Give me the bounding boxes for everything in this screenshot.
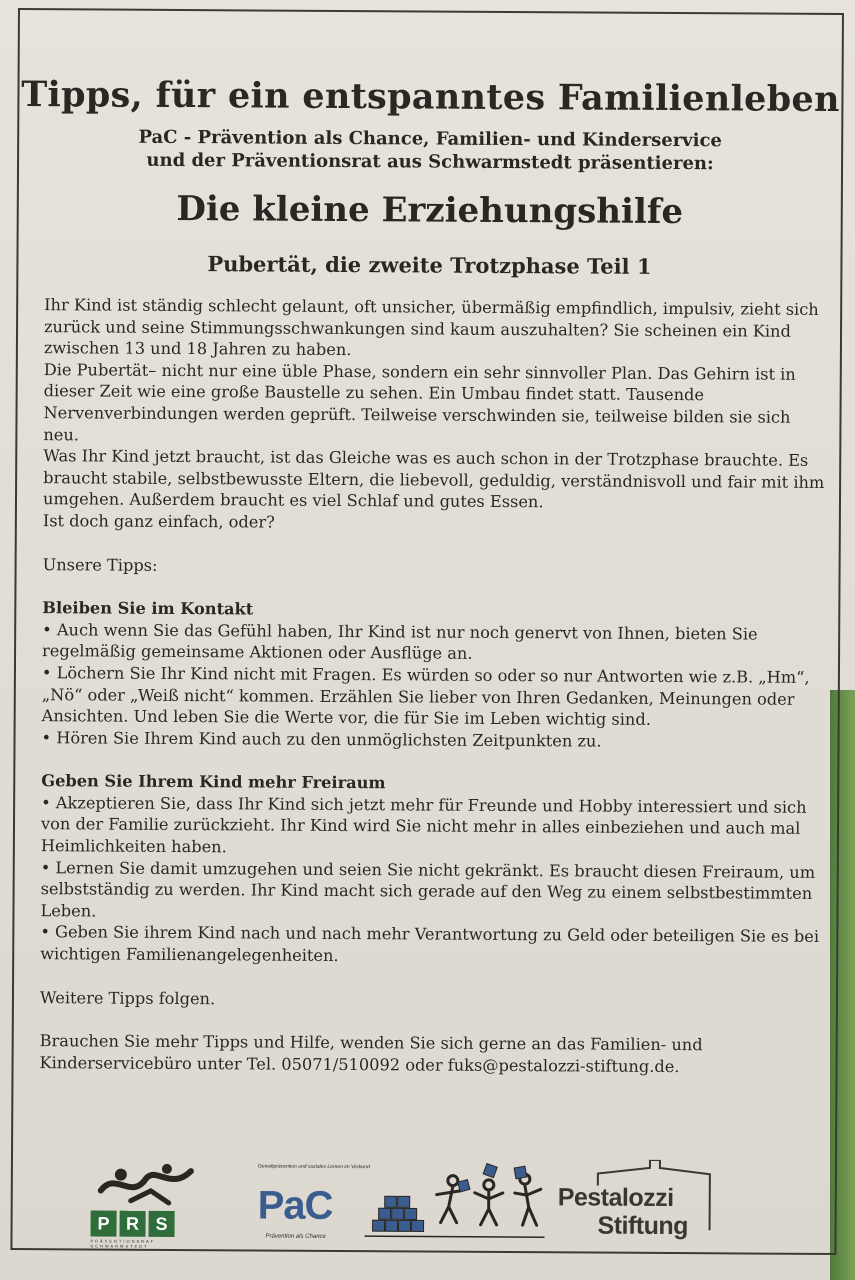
pac-claim: Prävention als Chance [265, 1233, 326, 1240]
section-1-item: • Auch wenn Sie das Gefühl haben, Ihr Kind ist nur noch genervt von Ihnen, bieten Sie regelmäßig gemeinsame Aktionen oder Ausflüge an. [42, 619, 758, 664]
stiftung-name-line-2: Stiftung [597, 1211, 689, 1241]
section-2-item: • Geben Sie ihrem Kind nach und nach mehr Verantwortung zu Geld oder beteiligen Sie es bei wichtigen Familienangelegenheiten. [40, 922, 820, 966]
prs-figures-icon [91, 1160, 201, 1211]
prs-letter: R [119, 1211, 145, 1237]
section-2-heading: Geben Sie Ihrem Kind mehr Freiraum [41, 771, 386, 793]
pestalozzi-stiftung-logo [557, 1159, 728, 1250]
tips-label: Unsere Tipps: [42, 554, 158, 575]
intro-paragraph-3: Was Ihr Kind jetzt braucht, ist das Gleiche was es auch schon in der Trotzphase brauchte. Es braucht stabile, selbstbewusste Eltern, die liebevoll, geduldig, verständnisvoll und fair mit ihm umgehen. Außerdem braucht es viel Schlaf und gutes Essen. [42, 446, 825, 512]
prs-logo [90, 1160, 201, 1249]
contact-info: Brauchen Sie mehr Tipps und Hilfe, wenden Sie sich gerne an das Familien- und Kinderservicebüro unter Tel. 05071/510092 oder fuks@pestalozzi-stiftung.de. [39, 1031, 703, 1076]
prs-tagline: PRÄVENTIONSRAT SCHWARMSTEDT [90, 1238, 155, 1249]
pac-tagline: Gewaltprävention und soziales Lernen im Verbund [257, 1163, 370, 1171]
article-title: Tipps, für ein entspanntes Familienleben [21, 74, 840, 121]
intro-paragraph-1: Ihr Kind ist ständig schlecht gelaunt, oft unsicher, übermäßig empfindlich, impulsiv, zieht sich zurück und seine Stimmungsschwankungen sind kaum auszuhalten? Sie scheinen ein Kind zwischen 13 und 18 Jahren zu haben. [43, 295, 819, 360]
presenter-line-2: und der Präventionsrat aus Schwarmstedt präsentieren: [146, 149, 714, 175]
intro-paragraph-2: Die Pubertät– nicht nur eine üble Phase, sondern ein sehr sinnvoller Plan. Das Gehirn ist in dieser Zeit wie eine große Baustelle zu sehen. Ein Umbau findet statt. Tausende Nervenverbindungen werden geprüft. Teilweise verschwinden sie, teilweise bilden sie sich neu. [43, 359, 796, 444]
section-1-item: • Hören Sie Ihrem Kind auch zu den unmöglichsten Zeitpunkten zu. [41, 727, 602, 751]
section-2-item: • Lernen Sie damit umzugehen und seien Sie nicht gekränkt. Es braucht diesen Freiraum, um selbstständig zu werden. Ihr Kind macht sich gerade auf den Weg zu einem selbstbestimmten Leben. [40, 857, 816, 921]
subheadline: Pubertät, die zweite Trotzphase Teil 1 [207, 251, 652, 279]
intro-paragraph-4: Ist doch ganz einfach, oder? [42, 511, 275, 532]
prs-letter-blocks [90, 1210, 174, 1237]
section-1-item: • Löchern Sie Ihr Kind nicht mit Fragen. Es würden so oder so nur Antworten wie z.B. „Hm“, „Nö“ oder „Weiß nicht“ kommen. Erzählen Sie lieber von Ihren Gedanken, Meinungen oder Ansichten. Und leben Sie die Werte vor, die für Sie im Leben wichtig sind. [41, 663, 810, 729]
stiftung-name-line-1: Pestalozzi [557, 1183, 674, 1213]
closing-note: Weitere Tipps folgen. [39, 987, 216, 1008]
stick-figures-icon [364, 1162, 549, 1243]
prs-letter: S [148, 1211, 174, 1237]
section-2-item: • Akzeptieren Sie, dass Ihr Kind sich jetzt mehr für Freunde und Hobby interessiert und sich von der Familie zurückzieht. Ihr Kind wird Sie nicht mehr in alles einbeziehen und auch mal Heimlichkeiten haben. [40, 793, 807, 857]
article-box [10, 8, 844, 1255]
headline: Die kleine Erziehungshilfe [176, 188, 684, 233]
article-body [39, 294, 828, 1078]
section-1-heading: Bleiben Sie im Kontakt [42, 598, 254, 619]
pac-wordmark: PaC [257, 1183, 333, 1228]
presenter-line-1: PaC - Prävention als Chance, Familien- und Kinderservice [138, 126, 722, 152]
prs-letter: P [90, 1210, 116, 1236]
sponsor-logos [12, 1150, 839, 1255]
